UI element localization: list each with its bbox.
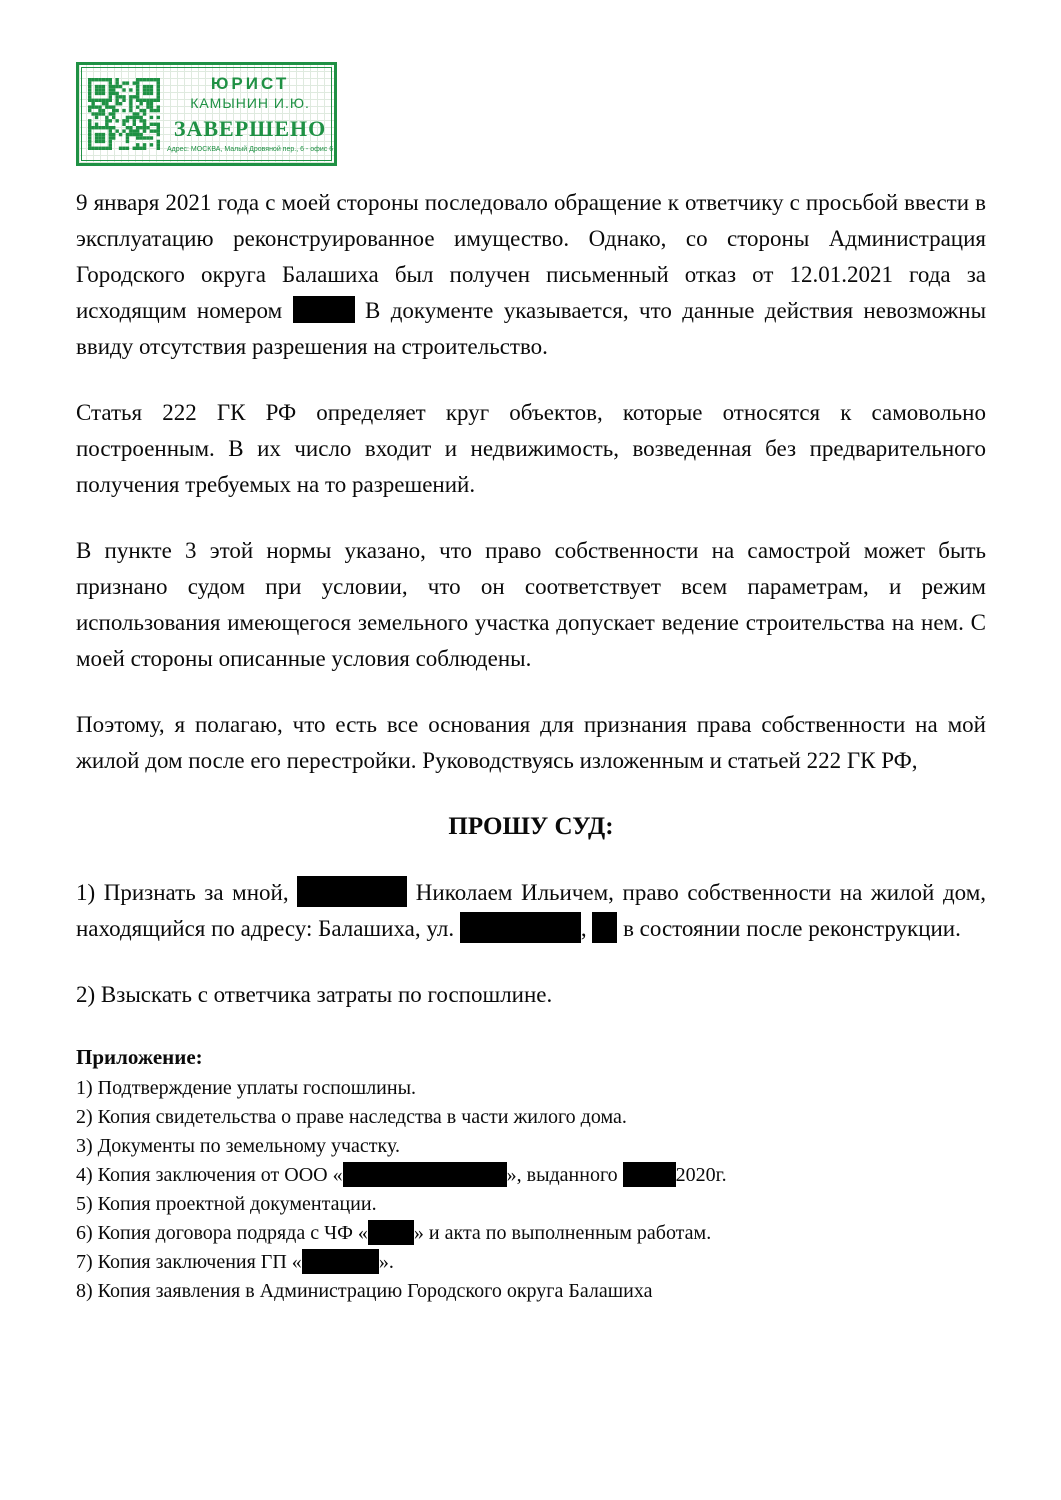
- paragraph-text: Статья 222 ГК РФ определяет круг объектов, которые относятся к самовольно построенным. В их число входит и недвижимость, возведенная без предварительного получения требуемых на то разрешений.: [76, 400, 986, 497]
- stamp-title: ЮРИСТ: [210, 73, 290, 93]
- redaction-box-outgoing-number: [293, 296, 355, 323]
- appendix-item-5: [76, 1190, 986, 1219]
- stamp-name: КАМЫНИН И.Ю.: [190, 94, 310, 111]
- qr-code-icon: [88, 78, 160, 150]
- appendix-item-8: [76, 1277, 986, 1306]
- appendix-item-4: [76, 1161, 986, 1190]
- appendix-text: 7) Копия заключения ГП «: [76, 1251, 302, 1273]
- document-content: [76, 185, 986, 1306]
- appendix-text: 1) Подтверждение уплаты госпошлины.: [76, 1077, 417, 1099]
- appendix-item-2: [76, 1103, 986, 1132]
- appendix-text: 2) Копия свидетельства о праве наследства в части жилого дома.: [76, 1106, 627, 1128]
- appendix-text: ».: [378, 1251, 394, 1273]
- paragraph-clause-3: [76, 533, 986, 677]
- stamp-text-block: [167, 74, 333, 154]
- stamp-status: ЗАВЕРШЕНО: [173, 115, 327, 141]
- appendix-item-1: [76, 1074, 986, 1103]
- appendix-item-7: [76, 1248, 986, 1277]
- claim-text: 1) Признать за мной,: [76, 880, 289, 905]
- redaction-box-street: [460, 912, 581, 943]
- paragraph-article-222: [76, 395, 986, 503]
- redaction-box-gp-name: [302, 1249, 379, 1274]
- appendix-text: 5) Копия проектной документации.: [76, 1193, 377, 1215]
- lawyer-stamp: [76, 62, 337, 166]
- paragraph-conclusion: [76, 707, 986, 779]
- paragraph-text: В документе указывается, что данные действия невозможны ввиду отсутствия разрешения на строительство.: [76, 298, 987, 359]
- paragraph-text: В пункте 3 этой нормы указано, что право собственности на самострой может быть признано судом при условии, что он соответствует всем параметрам, и режим использования имеющегося земельного участка допускает ведение строительства на нем. С моей стороны описанные условия соблюдены.: [76, 538, 986, 671]
- appendix-item-3: [76, 1132, 986, 1161]
- claim-2: [76, 977, 986, 1013]
- redaction-box-organization: [343, 1162, 507, 1187]
- petition-heading: ПРОШУ СУД:: [448, 813, 614, 840]
- paragraph-text: 9 января 2021 года с моей стороны последовало обращение к ответчику с просьбой ввести в эксплуатацию реконструированное имущество. Однако, со стороны Администрация Городского округа Балашиха был получен письменный отказ от 12.01.2021 года за исходящим номером: [76, 190, 986, 323]
- redaction-box-issue-date: [623, 1162, 676, 1187]
- stamp-address: Адрес: МОСКВА, Малый Дровяной пер., 6 - офис 6: [167, 146, 334, 154]
- claim-text: в состоянии после реконструкции.: [623, 916, 961, 941]
- appendix-item-6: [76, 1219, 986, 1248]
- redaction-box-surname: [297, 876, 407, 907]
- claim-text: 2) Взыскать с ответчика затраты по госпошлине.: [76, 982, 553, 1007]
- appendix-text: 4) Копия заключения от ООО «: [76, 1164, 343, 1186]
- lawyer-stamp-inner: [81, 67, 332, 161]
- appendix-text: » и акта по выполненным работам.: [413, 1222, 712, 1244]
- appendix-title: Приложение:: [76, 1045, 203, 1069]
- appendix-text: 8) Копия заявления в Администрацию Городского округа Балашиха: [76, 1280, 653, 1302]
- appendix-text: 3) Документы по земельному участку.: [76, 1135, 400, 1157]
- appendix-text: 6) Копия договора подряда с ЧФ «: [76, 1222, 368, 1244]
- paragraph-refusal: [76, 185, 986, 365]
- appendix-text: 2020г.: [675, 1164, 727, 1186]
- redaction-box-house-number: [592, 912, 617, 943]
- claim-text: Николаем Ильичем, право собственности на жилой дом, находящийся по адресу: Балашиха, ул.: [76, 880, 987, 941]
- claim-text: ,: [580, 916, 587, 941]
- paragraph-text: Поэтому, я полагаю, что есть все основания для признания права собственности на мой жилой дом после его перестройки. Руководствуясь изложенным и статьей 222 ГК РФ,: [76, 712, 986, 773]
- claim-1: [76, 875, 986, 947]
- appendix-text: », выданного: [506, 1164, 618, 1186]
- redaction-box-contractor: [368, 1220, 414, 1245]
